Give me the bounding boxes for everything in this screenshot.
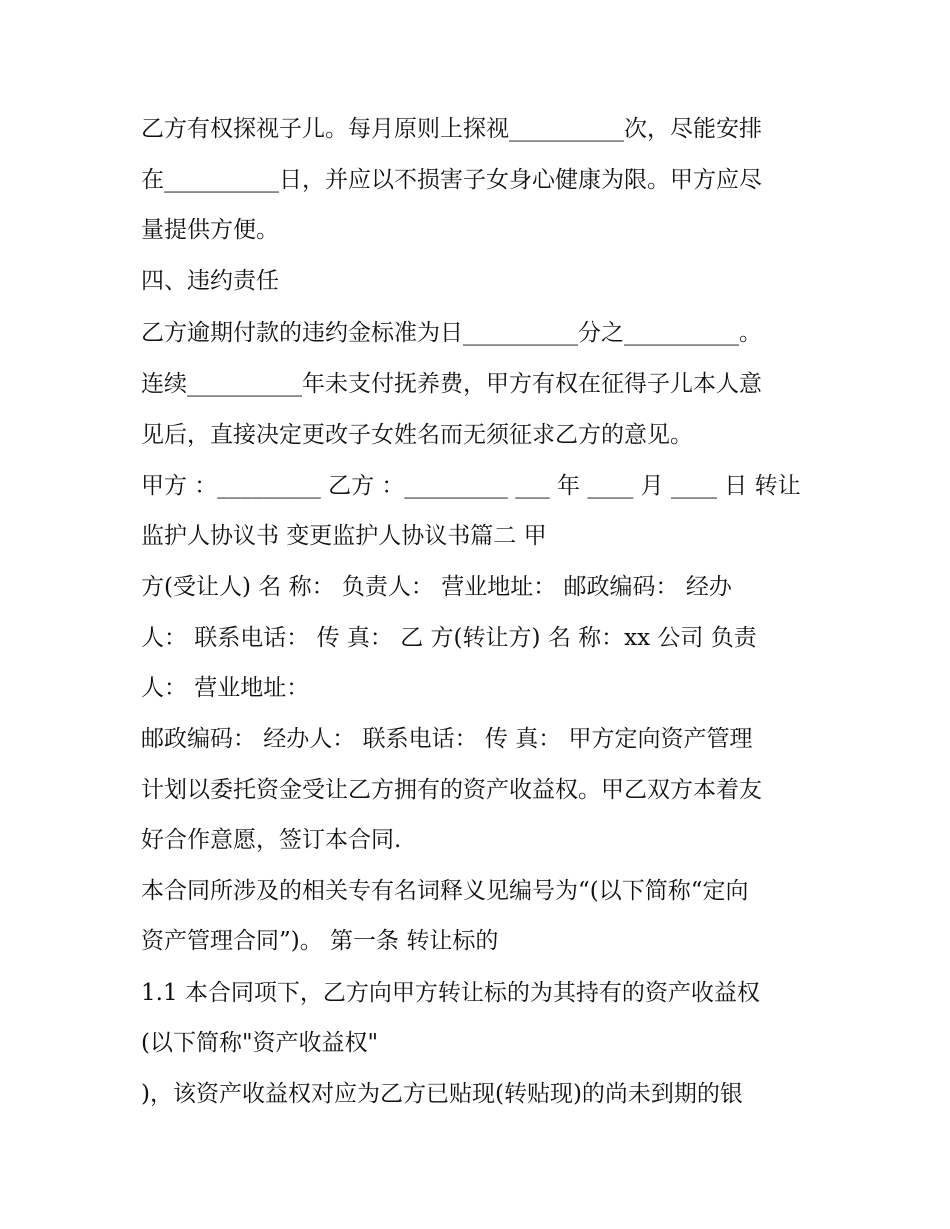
- text-line: 计划以委托资金受让乙方拥有的资产收益权。甲乙双方本着友: [141, 777, 762, 803]
- text-line: )，该资产收益权对应为乙方已贴现(转贴现)的尚未到期的银: [141, 1081, 743, 1107]
- text-line: 资产管理合同”)。 第一条 转让标的: [141, 928, 499, 954]
- text-line: 连续__________年未支付抚养费，甲方有权在征得子儿本人意: [141, 371, 762, 397]
- text-line: 方(受让人) 名 称： 负责人： 营业地址： 邮政编码： 经办: [141, 574, 732, 600]
- text-line: 监护人协议书 变更监护人协议书篇二 甲: [141, 523, 547, 549]
- text-line: (以下简称"资产收益权": [141, 1030, 379, 1056]
- text-line: 在__________日，并应以不损害子女身心健康为限。甲方应尽: [141, 167, 762, 193]
- text-line: 见后，直接决定更改子女姓名而无须征求乙方的意见。: [141, 422, 693, 448]
- text-line: 本合同所涉及的相关专有名词释义见编号为“(以下简称“定向: [141, 878, 749, 904]
- text-line: 乙方有权探视子儿。每月原则上探视__________次，尽能安排: [141, 116, 762, 142]
- text-line: 好合作意愿，签订本合同.: [141, 827, 402, 853]
- text-line: 1.1 本合同项下，乙方向甲方转让标的为其持有的资产收益权: [141, 980, 760, 1006]
- text-line: 量提供方便。: [141, 217, 279, 243]
- text-line: 人： 营业地址：: [141, 675, 310, 701]
- text-line: 人： 联系电话： 传 真： 乙 方(转让方) 名 称：xx 公司 负责: [141, 625, 757, 651]
- text-line: 乙方逾期付款的违约金标准为日__________分之__________。: [141, 320, 762, 346]
- section-heading: 四、违约责任: [141, 268, 279, 294]
- text-line: 邮政编码： 经办人： 联系电话： 传 真： 甲方定向资产管理: [141, 726, 753, 752]
- text-line: 甲方 ：_________ 乙方 ：_________ ___ 年 ____ 月 ____ 日 转让: [141, 473, 801, 499]
